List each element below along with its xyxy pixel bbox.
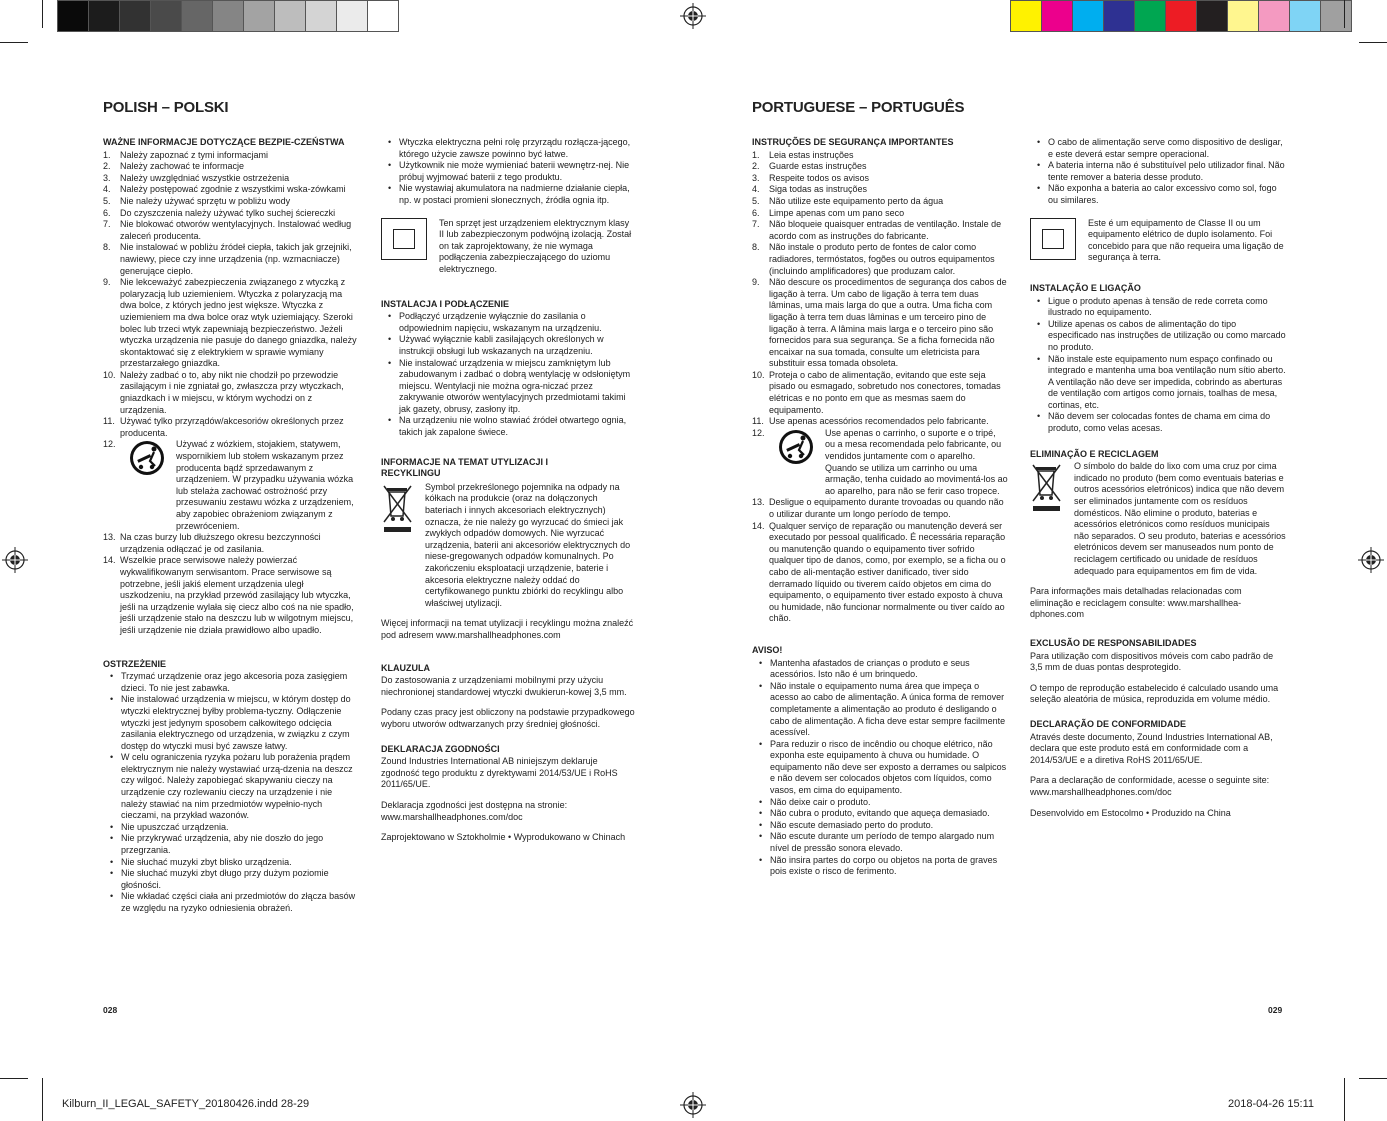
item-text: Nie instalować urządzenia w miejscu zamkniętym lub zabudowanym i zadbać o dobrą wentylację w odsłoniętym miejscu. Wentylacji nie można ogra-niczać przez zakrywanie otworów wentylacyjnych przedmiotami takimi jak gazety, obrusy, zasłony itp. <box>399 357 631 414</box>
list-item <box>381 334 635 357</box>
bullet-icon: • <box>1037 318 1041 329</box>
item-text: Trzymać urządzenie oraz jego akcesoria poza zasięgiem dzieci. To nie jest zabawka. <box>121 671 348 693</box>
item-number: 1. <box>752 149 760 160</box>
list-item <box>103 671 357 694</box>
recycling-more: Więcej informacji na temat utylizacji i recyklingu można znaleźć pod adresem www.marshallheadphones.com <box>381 618 634 640</box>
bullet-icon: • <box>759 831 763 842</box>
list-item <box>752 208 1008 220</box>
declaration-heading: DEKLARACJA ZGODNOŚCI <box>381 743 500 754</box>
item-text: Używać tylko przyrządów/akcesoriów określonych przez producenta. <box>120 416 344 438</box>
declaration-p3: Desenvolvido em Estocolmo • Produzido na China <box>1030 807 1231 818</box>
color-swatch <box>1227 0 1259 32</box>
crop-mark <box>42 1078 43 1121</box>
list-item <box>752 658 1008 681</box>
safety-item-12 <box>752 428 1008 498</box>
item-text: Proteja o cabo de alimentação, evitando que este seja pisado ou esmagado, sobretudo nos conectores, tomadas elétricas e no ponto em que as mesmas saem do equipamento. <box>769 369 1001 415</box>
item-number: 11. <box>752 416 764 427</box>
bullet-icon: • <box>1037 183 1041 194</box>
item-text: Używać z wózkiem, stojakiem, statywem, wspornikiem lub stołem wskazanym przez producenta bądź sprzedawanym z urządzeniem. W przypadku używania wózka lub stelaża zachować ostrożność przy przesuwaniu zestawu wózka z urządzeniem, aby zapobiec obrażeniom związanym z przewróceniem. <box>176 439 354 531</box>
crop-mark <box>0 1078 28 1079</box>
item-text: Nie upuszczać urządzenia. <box>121 821 229 832</box>
item-number: 12. <box>103 439 116 450</box>
item-text: Nie należy używać sprzętu w pobliżu wody <box>120 195 291 206</box>
extra-warnings-list <box>381 137 635 207</box>
item-text: Para reduzir o risco de incêndio ou choque elétrico, não exponha este equipamento à chuva ou humidade. O equipamento não deve ser exposto a derrames ou salpicos e não devem ser colocados objetos com líquidos, como vasos, em cima do equipamento. <box>770 738 1007 796</box>
item-number: 3. <box>103 172 111 183</box>
item-text: Não cubra o produto, evitando que aqueça demasiado. <box>770 808 990 819</box>
list-item <box>752 855 1008 878</box>
install-heading: INSTALAÇÃO E LIGAÇÃO <box>1030 282 1141 293</box>
bullet-icon: • <box>388 160 392 171</box>
recycling-text: Symbol przekreślonego pojemnika na odpady na kółkach na produkcie (oraz na dołączonych bateriach i innych akcesoriach elektrycznych) oznacza, że nie należy go wyrzucać do śmieci jak zwykłych odpadów domowych. Nie wyrzucać urządzenia, baterii ani akcesoriów elektrycznych do niese-gregowanych odpadów komunalnych. Po zakończeniu eksploatacji urządzenie, baterie i akcesoria elektryczne należy oddać do certyfikowanego punktu zbiórki do recyklingu albo właściwej utylizacji. <box>425 481 631 608</box>
bullet-icon: • <box>1037 295 1041 306</box>
cart-tipover-warning-icon <box>128 439 166 477</box>
page-number-left: 028 <box>103 1005 118 1015</box>
item-text: Não deixe cair o produto. <box>770 796 871 807</box>
declaration-p3: Zaprojektowano w Sztokholmie • Wyprodukowano w Chinach <box>381 832 626 843</box>
bullet-icon: • <box>110 856 114 867</box>
crop-mark <box>0 42 28 43</box>
item-text: Na czas burzy lub dłuższego okresu bezczynności urządzenia odłączać je od zasilania. <box>120 532 321 554</box>
list-item <box>103 822 357 834</box>
file-slug: Kilburn_II_LEGAL_SAFETY_20180426.indd 28-29 <box>62 1098 310 1110</box>
item-text: Nie słuchać muzyki zbyt blisko urządzenia. <box>121 856 292 867</box>
color-swatch <box>88 0 120 32</box>
item-number: 1. <box>103 149 111 160</box>
list-item <box>752 521 1008 625</box>
list-item <box>103 416 357 439</box>
item-text: Podłączyć urządzenie wyłącznie do zasilania o odpowiednim napięciu, wskazanym na urządzeniu. <box>399 311 602 333</box>
item-text: Não escute durante um período de tempo alargado num nível de pressão sonora elevado. <box>770 831 995 854</box>
color-swatch <box>1041 0 1073 32</box>
item-text: Guarde estas instruções <box>769 161 867 172</box>
item-text: Do czyszczenia należy używać tylko suchej ściereczki <box>120 207 336 218</box>
item-text: Não bloqueie quaisquer entradas de ventilação. Instale de acordo com as instruções do fabricante. <box>769 219 1002 241</box>
clause-heading: EXCLUSÃO DE RESPONSABILIDADES <box>1030 637 1197 648</box>
clause-heading: KLAUZULA <box>381 662 430 673</box>
item-text: W celu ograniczenia ryzyka pożaru lub porażenia prądem elektrycznym nie należy wystawiać urzą-dzenia na deszcz czy wilgoć. Należy zapobiegać skapywaniu cieczy na urządzenie czy rozlewaniu cieczy na urządzenie i nie należy stawiać na nim przedmiotów wypełnio-nych cieczami, na przykład wazonów. <box>121 752 353 821</box>
safety-list-continued <box>752 497 1008 625</box>
list-item <box>103 868 357 891</box>
class-ii-text: Este é um equipamento de Classe II ou um equipamento elétrico de duplo isolamento. Foi concebido para que não requeira uma ligação de segurança à terra. <box>1088 217 1284 263</box>
bullet-icon: • <box>388 137 392 147</box>
list-item <box>103 532 357 555</box>
list-item <box>103 173 357 185</box>
warnings-list <box>752 658 1008 878</box>
warnings-list <box>103 671 357 914</box>
declaration-heading: DECLARAÇÃO DE CONFORMIDADE <box>1030 718 1186 729</box>
item-text: Wszelkie prace serwisowe należy powierzać wykwalifikowanym serwisantom. Prace serwisowe są potrzebne, jeśli jakiś element urządzenia uległ uszkodzeniu, na przykład przewód zasilający lub wtyczka, jeśli na urządzenie wylała się ciecz albo coś na nie spadło, jeśli urządzenie stało na deszczu lub w wilgotnym miejscu, jeśli urządzenie nie działa prawidłowo albo upadło. <box>120 555 354 635</box>
bullet-icon: • <box>110 671 114 682</box>
safety-list <box>103 150 357 440</box>
list-item <box>103 196 357 208</box>
item-text: Nie blokować otworów wentylacyjnych. Instalować według zaleceń producenta. <box>120 219 352 241</box>
list-item <box>381 415 635 438</box>
list-item <box>103 219 357 242</box>
list-item <box>103 833 357 856</box>
item-number: 10. <box>752 369 765 380</box>
class-ii-double-insulation-icon <box>1030 218 1076 260</box>
item-text: Use apenas acessórios recomendados pelo fabricante. <box>769 416 989 427</box>
list-item <box>752 681 1008 739</box>
grayscale-color-bar <box>57 0 398 32</box>
item-text: Nie wystawiaj akumulatora na nadmierne działanie ciepła, np. w postaci promieni słonecznych, źródła ognia itp. <box>399 183 630 205</box>
recycling-heading: INFORMACJE NA TEMAT UTYLIZACJI I RECYKLINGU <box>381 456 548 479</box>
color-swatch <box>1165 0 1197 32</box>
list-item <box>103 161 357 173</box>
list-item <box>381 160 635 183</box>
install-heading: INSTALACJA I PODŁĄCZENIE <box>381 298 510 309</box>
item-number: 6. <box>103 207 111 218</box>
item-text: Nie lekceważyć zabezpieczenia związanego z wtyczką z polaryzacją lub uziemieniem. Wtyczka z polaryzacją ma dwa bolce, z których jedno jest większe. Wtyczka z uziemieniem ma dwa bolce oraz wtyk uziemiający. Szeroki bolec lub trzeci wtyk zapewniają bezpieczeństwo. Jeżeli wtyczka urządzenia nie pasuje do danego gniazdka, należy skontaktować się z elektrykiem w sprawie wymiany przestarzałego gniazdka. <box>120 277 357 369</box>
color-swatch <box>1072 0 1104 32</box>
item-number: 2. <box>752 161 760 172</box>
item-text: Należy zapoznać z tymi informacjami <box>120 149 269 160</box>
list-item <box>1030 354 1286 412</box>
crop-mark <box>1359 1078 1387 1079</box>
list-item <box>752 739 1008 797</box>
recycling-heading: ELIMINAÇÃO E RECICLAGEM <box>1030 448 1159 459</box>
list-item <box>381 358 635 416</box>
bullet-icon: • <box>388 334 392 345</box>
color-swatch <box>274 0 306 32</box>
item-number: 10. <box>103 369 116 380</box>
bullet-icon: • <box>759 819 763 830</box>
list-item <box>103 184 357 196</box>
list-item <box>103 208 357 220</box>
registration-mark-left-icon <box>2 547 28 573</box>
color-swatch <box>150 0 182 32</box>
list-item <box>752 831 1008 854</box>
process-color-bar <box>1010 0 1351 32</box>
item-number: 7. <box>103 219 111 230</box>
safety-list <box>752 150 1008 428</box>
warnings-heading: AVISO! <box>752 644 783 655</box>
item-number: 5. <box>103 195 111 206</box>
item-text: O cabo de alimentação serve como dispositivo de desligar, e este deverá estar sempre operacional. <box>1048 137 1283 159</box>
item-text: Utilize apenas os cabos de alimentação do tipo especificado nas instruções de utilização ou como marcado no produto. <box>1048 318 1286 352</box>
class-ii-double-insulation-icon <box>381 218 427 260</box>
date-slug: 2018-04-26 15:11 <box>1228 1098 1315 1110</box>
list-item <box>752 242 1008 277</box>
color-swatch <box>1010 0 1042 32</box>
item-number: 4. <box>103 184 111 195</box>
color-swatch <box>1103 0 1135 32</box>
item-number: 14. <box>103 555 116 566</box>
registration-mark-top-icon <box>680 3 706 29</box>
bullet-icon: • <box>388 311 392 322</box>
crossed-out-bin-icon <box>1030 461 1064 513</box>
list-item <box>103 150 357 162</box>
bullet-icon: • <box>1037 160 1041 171</box>
bullet-icon: • <box>759 808 763 819</box>
color-swatch <box>1196 0 1228 32</box>
warnings-heading: OSTRZEŻENIE <box>103 658 167 669</box>
clause-p2: O tempo de reprodução estabelecido é calculado usando uma seleção aleatória de música, reproduzida em volume médio. <box>1030 682 1279 705</box>
item-text: Use apenas o carrinho, o suporte e o tripé, ou a mesa recomendada pelo fabricante, ou vendidos juntamente com o aparelho. Quando se utiliza um carrinho ou uma armação, tenha cuidado ao movimentá-los ao ao aparelho, para não se ferir caso tropece. <box>825 427 1008 496</box>
item-text: Desligue o equipamento durante trovoadas ou quando não o utilizar durante um longo período de tempo. <box>769 497 1004 519</box>
item-text: Respeite todos os avisos <box>769 172 870 183</box>
item-text: Należy postępować zgodnie z wszystkimi wska-zówkami <box>120 184 346 195</box>
bullet-icon: • <box>110 868 114 879</box>
recycling-more: Para informações mais detalhadas relacionadas com eliminação e reciclagem consulte: www.marshallhea-dphones.com <box>1030 586 1242 620</box>
page-title-polish: POLISH – POLSKI <box>103 99 229 116</box>
bullet-icon: • <box>388 415 392 426</box>
bullet-icon: • <box>759 796 763 807</box>
item-text: Wtyczka elektryczna pełni rolę przyrządu rozłącza-jącego, którego użycie zawsze powinno być łatwe. <box>399 137 631 159</box>
item-number: 13. <box>103 532 116 543</box>
bullet-icon: • <box>388 183 392 194</box>
bullet-icon: • <box>759 680 763 691</box>
item-text: Należy zadbać o to, aby nikt nie chodził po przewodzie zasilającym i nie zgniatał go, zwłaszcza przy wtyczkach, gniazdkach i w miejscu, w którym wychodzi on z urządzenia. <box>120 369 344 415</box>
bullet-icon: • <box>110 752 114 763</box>
item-text: Nie instalować w pobliżu źródeł ciepła, takich jak grzejniki, nawiewy, piece czy inne urządzenia (np. wzmacniacze) generujące ciepło. <box>120 242 352 276</box>
list-item <box>1030 183 1286 206</box>
item-text: Nie słuchać muzyki zbyt długo przy dużym poziomie głośności. <box>121 868 329 890</box>
right-column-1 <box>752 137 1008 878</box>
list-item <box>752 416 1008 428</box>
color-swatch <box>305 0 337 32</box>
list-item <box>1030 411 1286 434</box>
color-swatch <box>336 0 368 32</box>
item-text: Nie instalować urządzenia w miejscu, w którym dostęp do wtyczki elektrycznej byłby problema-tyczny. Odłączenie wtyczki jest jedynym sposobem całkowitego odcięcia zasilania elektrycznego od urządzenia, w związku z czym dostęp do wtyczki musi być zawsze łatwy. <box>121 694 351 751</box>
item-text: Não instale o produto perto de fontes de calor como radiadores, termóstatos, fogões ou outros equipamentos (incluindo amplificadores) que produzam calor. <box>769 242 995 276</box>
item-number: 11. <box>103 416 115 427</box>
list-item <box>1030 160 1286 183</box>
item-text: Qualquer serviço de reparação ou manutenção deverá ser executado por pessoal qualificado. É necessária reparação ou manutenção quando o equipamento tiver sofrido qualquer tipo de danos, como, por exemplo, se a ficha ou o cabo de ali-mentação estiver danificado, tiver sido derramado líquido ou tiverem caído objetos em cima do equipamento, o equipamento tiver estado exposto à chuva ou humidade, não funcionar normalmente ou tiver caído ao chão. <box>769 520 1006 624</box>
bullet-icon: • <box>1037 411 1041 422</box>
crop-mark <box>42 0 43 28</box>
crossed-out-bin-icon <box>381 482 415 534</box>
item-text: Não instale o equipamento numa área que impeça o acesso ao cabo de alimentação. A única forma de remover completamente a alimentação ao produto é desligando o cabo de alimentação. A ficha deve estar sempre facilmente acessível. <box>770 680 1006 738</box>
color-swatch <box>1134 0 1166 32</box>
bullet-icon: • <box>759 854 763 865</box>
registration-mark-right-icon <box>1358 547 1384 573</box>
item-number: 9. <box>752 277 760 288</box>
color-swatch <box>212 0 244 32</box>
list-item <box>752 161 1008 173</box>
list-item <box>752 497 1008 520</box>
color-swatch <box>1320 0 1352 32</box>
item-text: Não utilize este equipamento perto da água <box>769 195 944 206</box>
page-title-portuguese: PORTUGUESE – PORTUGUÊS <box>752 99 965 116</box>
bullet-icon: • <box>110 694 114 705</box>
bullet-icon: • <box>759 738 763 749</box>
item-text: Ligue o produto apenas à tensão de rede correta como ilustrado no equipamento. <box>1048 295 1268 318</box>
color-swatch <box>1258 0 1290 32</box>
clause-p1: Para utilização com dispositivos móveis com cabo padrão de 3,5 mm de duas pontas desprotegido. <box>1030 650 1274 673</box>
recycling-text: O símbolo do balde do lixo com uma cruz por cima indicado no produto (bem como eventuais baterias e outros acessórios eletrónicos) indica que não devem ser eliminados juntamente com os resíduos domésticos. Não elimine o produto, baterias e acessórios eletrónicos como resíduos municipais não separados. O seu produto, baterias e acessórios eletrónicos devem ser manuseados num ponto de reciclagem certificado ou unidade de resíduos adequado para equipamentos em fim de vida. <box>1074 461 1286 576</box>
bullet-icon: • <box>1037 137 1041 147</box>
item-text: Należy uwzględniać wszystkie ostrzeżenia <box>120 172 290 183</box>
bullet-icon: • <box>110 891 114 902</box>
item-text: Mantenha afastados de crianças o produto e seus acessórios. Isto não é um brinquedo. <box>770 657 970 680</box>
class-ii-note <box>381 218 635 276</box>
clause-p1: Do zastosowania z urządzeniami mobilnymi przy użyciu niechronionej standardowej wtyczki dwukierun-kowej 3,5 mm. <box>381 675 627 697</box>
item-text: Należy zachować te informacje <box>120 161 245 172</box>
declaration-p2: Deklaracja zgodności jest dostępna na stronie: www.marshallheadphones.com/doc <box>381 799 568 822</box>
item-text: Limpe apenas com um pano seco <box>769 207 905 218</box>
list-item <box>1030 319 1286 354</box>
item-number: 5. <box>752 195 760 206</box>
recycling-note <box>381 482 635 610</box>
right-column-2 <box>1030 137 1286 828</box>
color-swatch <box>181 0 213 32</box>
extra-warnings-list <box>1030 137 1286 207</box>
item-text: Não devem ser colocadas fontes de chama em cima do produto, como velas acesas. <box>1048 411 1271 434</box>
list-item <box>381 311 635 334</box>
item-text: Nie przykrywać urządzenia, aby nie doszło do jego przegrzania. <box>121 833 324 856</box>
list-item <box>752 173 1008 185</box>
crop-mark <box>1344 0 1345 28</box>
registration-mark-bottom-icon <box>680 1092 706 1118</box>
install-list <box>381 311 635 439</box>
item-number: 6. <box>752 207 760 218</box>
list-item <box>381 183 635 206</box>
declaration-p1: Zound Industries International AB niniejszym deklaruje zgodność tego produktu z dyrektywami 2014/53/UE i RoHS 2011/65/UE. <box>381 756 618 790</box>
list-item <box>381 137 635 160</box>
list-item <box>752 277 1008 370</box>
item-number: 12. <box>752 427 765 438</box>
safety-item-12 <box>103 439 357 532</box>
color-swatch <box>1289 0 1321 32</box>
color-swatch <box>243 0 275 32</box>
item-number: 3. <box>752 172 760 183</box>
item-number: 9. <box>103 277 111 288</box>
item-number: 7. <box>752 219 760 230</box>
list-item <box>103 752 357 822</box>
list-item <box>1030 296 1286 319</box>
item-text: Siga todas as instruções <box>769 184 868 195</box>
list-item <box>103 694 357 752</box>
bullet-icon: • <box>759 657 763 668</box>
list-item <box>1030 137 1286 160</box>
class-ii-text: Ten sprzęt jest urządzeniem elektrycznym klasy II lub zabezpieczonym podwójną izolacją. Został on tak zaprojektowany, że nie wymaga podłączenia zabezpieczającego do uziomu elektrycznego. <box>439 217 632 274</box>
install-list <box>1030 296 1286 435</box>
list-item <box>103 857 357 869</box>
safety-heading: INSTRUÇÕES DE SEGURANÇA IMPORTANTES <box>752 137 954 147</box>
list-item <box>103 370 357 416</box>
item-text: Não exponha a bateria ao calor excessivo como sol, fogo ou similares. <box>1048 183 1277 205</box>
list-item <box>752 370 1008 416</box>
list-item <box>752 196 1008 208</box>
item-text: Leia estas instruções <box>769 149 854 160</box>
list-item <box>103 277 357 370</box>
list-item <box>752 808 1008 820</box>
safety-list-continued <box>103 532 357 636</box>
bullet-icon: • <box>388 357 392 368</box>
color-swatch <box>119 0 151 32</box>
item-text: Não descure os procedimentos de segurança dos cabos de ligação à terra. Um cabo de ligação à terra tem duas lâminas, uma mais larga do que a outra. Uma ficha com ligação à terra tem duas lâminas e um terceiro pino de ligação à terra. A lâmina mais larga e o terceiro pino são fornecidos para sua segurança. Se a ficha fornecida não encaixar na sua tomada, consulte um eletricista para substituir essa tomada obsoleta. <box>769 277 1007 369</box>
item-text: A bateria interna não é substituível pelo utilizador final. Não tente remover a bateria desse produto. <box>1048 160 1285 182</box>
list-item <box>752 797 1008 809</box>
list-item <box>752 150 1008 162</box>
item-text: Używać wyłącznie kabli zasilających określonych w instrukcji obsługi lub wskazanych na urządzeniu. <box>399 334 604 356</box>
recycling-note <box>1030 461 1286 577</box>
declaration-p2: Para a declaração de conformidade, acesse o seguinte site: www.marshallheadphones.com/doc <box>1030 775 1270 797</box>
list-item <box>103 242 357 277</box>
color-swatch <box>57 0 89 32</box>
item-number: 8. <box>752 242 760 253</box>
item-number: 2. <box>103 161 111 172</box>
list-item <box>752 219 1008 242</box>
item-text: Nie wkładać części ciała ani przedmiotów do złącza basów ze względu na ryzyko odniesienia obrażeń. <box>121 891 356 913</box>
crop-mark <box>1359 42 1387 43</box>
list-item <box>752 184 1008 196</box>
class-ii-note <box>1030 218 1286 264</box>
item-text: Użytkownik nie może wymieniać baterii wewnętrz-nej. Nie próbuj wyjmować baterii z tego produktu. <box>399 160 630 182</box>
item-text: Não insira partes do corpo ou objetos na porta de graves pois existe o risco de ferimento. <box>770 854 998 877</box>
clause-p2: Podany czas pracy jest obliczony na podstawie przypadkowego wyboru utworów odtwarzanych przy średniej głośności. <box>381 707 635 729</box>
list-item <box>752 820 1008 832</box>
declaration-p1: Através deste documento, Zound Industries International AB, declara que este produto está em conformidade com a 2014/53/UE e a diretiva RoHS 2011/65/UE. <box>1030 731 1273 765</box>
list-item <box>103 555 357 636</box>
bullet-icon: • <box>110 833 114 844</box>
item-number: 13. <box>752 497 765 508</box>
crop-mark <box>1344 1078 1345 1121</box>
list-item <box>103 891 357 914</box>
item-text: Não instale este equipamento num espaço confinado ou integrado e mantenha uma boa ventilação num sítio aberto. A ventilação não deve ser impedida, cobrindo as aberturas de ventilação com artigos como jornais, toalhas de mesa, cortinas, etc. <box>1048 353 1286 410</box>
item-number: 8. <box>103 242 111 253</box>
safety-heading: WAŻNE INFORMACJE DOTYCZĄCE BEZPIE-CZEŃSTWA <box>103 137 345 147</box>
item-number: 14. <box>752 520 765 531</box>
left-column-1 <box>103 137 357 915</box>
item-number: 4. <box>752 184 760 195</box>
cart-tipover-warning-icon <box>777 428 815 466</box>
item-text: Não escute demasiado perto do produto. <box>770 819 934 830</box>
color-swatch <box>367 0 399 32</box>
item-text: Na urządzeniu nie wolno stawiać źródeł otwartego ognia, takich jak zapalone świece. <box>399 415 627 438</box>
left-column-2 <box>381 137 635 853</box>
bullet-icon: • <box>110 821 114 832</box>
bullet-icon: • <box>1037 353 1041 364</box>
page-number-right: 029 <box>1268 1005 1283 1015</box>
